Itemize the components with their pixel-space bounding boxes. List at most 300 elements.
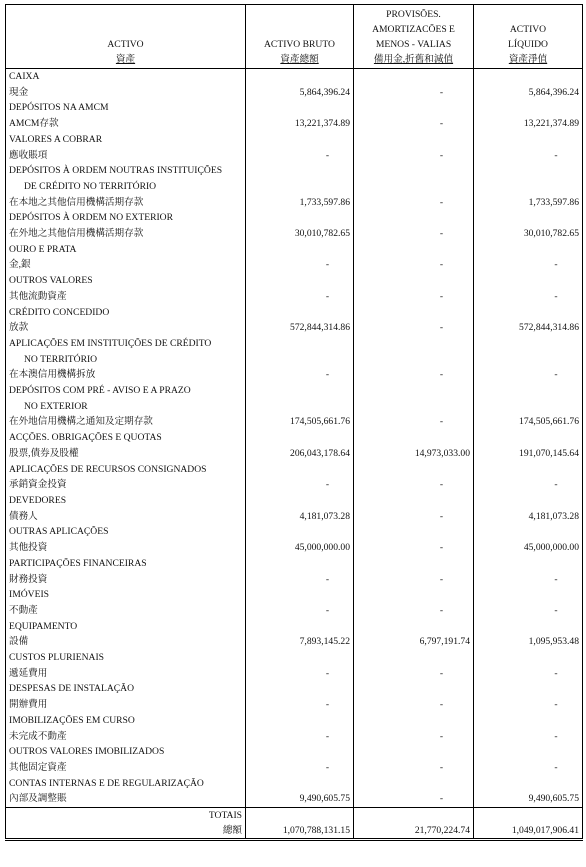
cell-provisoes [354,477,474,493]
cell-activo-liquido: 5,864,396.24 [474,85,583,101]
cell-activo-bruto: 30,010,782.65 [246,226,354,242]
dash-mark: - [325,259,330,271]
dash-mark: - [554,149,558,161]
row-label: 現金 [6,85,246,101]
row-label: CRÉDITO CONCEDIDO [6,305,246,321]
table-row [6,477,583,493]
row-label: 在本地之其他信用機構活期存款 [6,195,246,211]
cell-activo-bruto [246,242,354,258]
dash-mark: - [439,322,444,334]
cell-activo-bruto: 572,844,314.86 [246,320,354,336]
table-row [6,399,583,415]
table-row [6,273,583,289]
cell-activo-liquido [474,587,583,603]
cell-activo-bruto [246,383,354,399]
cell-provisoes [354,776,474,792]
row-label: 在外地之其他信用機構活期存款 [6,226,246,242]
cell-activo-bruto [246,666,354,682]
cell-activo-bruto [246,587,354,603]
cell-activo-bruto: 206,043,178.64 [246,446,354,462]
dash-mark: - [439,573,444,585]
row-label: DE CRÉDITO NO TERRITÓRIO [6,179,246,195]
row-label: IMOBILIZAÇÕES EM CURSO [6,713,246,729]
cell-activo-bruto: 5,864,396.24 [246,85,354,101]
dash-mark: - [439,290,444,302]
cell-activo-liquido [474,697,583,713]
total-provisoes: 21,770,224.74 [354,823,474,840]
cell-provisoes [354,713,474,729]
dash-mark: - [439,667,444,679]
cell-provisoes [354,540,474,556]
totals-row-pt [6,808,583,824]
cell-provisoes [354,148,474,164]
cell-activo-bruto [246,210,354,226]
cell-activo-liquido [474,760,583,776]
header-bruto-zh: 資產總額 [280,54,319,65]
dash-mark: - [439,196,444,208]
dash-mark: - [554,761,558,773]
cell-provisoes [354,289,474,305]
row-label: OUTROS VALORES IMOBILIZADOS [6,744,246,760]
table-row [6,713,583,729]
cell-activo-bruto [246,100,354,116]
cell-activo-liquido: 191,070,145.64 [474,446,583,462]
cell-activo-liquido [474,383,583,399]
table-row [6,367,583,383]
cell-activo-bruto [246,179,354,195]
row-label: VALORES A COBRAR [6,132,246,148]
cell-provisoes [354,744,474,760]
cell-activo-bruto [246,776,354,792]
header-bruto-pt: ACTIVO BRUTO [264,39,335,50]
dash-mark: - [439,86,444,98]
cell-provisoes [354,116,474,132]
dash-mark: - [439,479,444,491]
row-label: CAIXA [6,69,246,85]
row-label: 不動產 [6,603,246,619]
dash-mark: - [439,761,444,773]
cell-provisoes [354,650,474,666]
cell-activo-liquido [474,100,583,116]
dash-mark: - [554,604,558,616]
cell-provisoes [354,587,474,603]
cell-activo-liquido [474,367,583,383]
row-label: AMCM存款 [6,116,246,132]
table-row [6,195,583,211]
cell-activo-liquido [474,729,583,745]
table-row [6,414,583,430]
table-row [6,289,583,305]
cell-activo-liquido [474,776,583,792]
table-row [6,305,583,321]
cell-activo-liquido [474,399,583,415]
table-row [6,257,583,273]
cell-activo-bruto [246,69,354,85]
row-label: DEPÓSITOS À ORDEM NO EXTERIOR [6,210,246,226]
cell-provisoes [354,226,474,242]
row-label: 放款 [6,320,246,336]
cell-activo-liquido [474,572,583,588]
cell-provisoes [354,100,474,116]
header-prov-pt1: PROVISÕES. [386,9,441,20]
cell-activo-liquido [474,462,583,478]
table-row [6,69,583,85]
cell-activo-bruto [246,603,354,619]
cell-provisoes [354,493,474,509]
cell-provisoes [354,336,474,352]
totals-label-zh: 總額 [6,823,246,840]
cell-provisoes [354,320,474,336]
cell-activo-bruto [246,524,354,540]
dash-mark: - [554,369,558,381]
cell-activo-bruto [246,462,354,478]
cell-provisoes [354,760,474,776]
table-row [6,462,583,478]
total-bruto: 1,070,788,131.15 [246,823,354,840]
dash-mark: - [439,369,444,381]
cell-activo-bruto [246,305,354,321]
table-row [6,776,583,792]
table-row [6,163,583,179]
cell-provisoes [354,132,474,148]
cell-activo-liquido [474,210,583,226]
table-row [6,681,583,697]
header-prov-pt3: MENOS - VALIAS [375,39,452,50]
row-label: 其他固定資產 [6,760,246,776]
cell-activo-bruto [246,477,354,493]
table-body [6,69,583,808]
table-row [6,791,583,807]
cell-activo-bruto [246,556,354,572]
cell-activo-bruto [246,367,354,383]
row-label: APLICAÇÕES DE RECURSOS CONSIGNADOS [6,462,246,478]
cell-activo-liquido [474,603,583,619]
totals-row [6,823,583,840]
dash-mark: - [554,290,558,302]
cell-activo-liquido [474,713,583,729]
dash-mark: - [439,542,444,554]
table-row [6,634,583,650]
cell-provisoes [354,666,474,682]
cell-provisoes [354,195,474,211]
row-label: CUSTOS PLURIENAIS [6,650,246,666]
table-row [6,132,583,148]
row-label: CONTAS INTERNAS E DE REGULARIZAÇÃO [6,776,246,792]
cell-provisoes [354,556,474,572]
cell-provisoes [354,681,474,697]
cell-activo-liquido: 13,221,374.89 [474,116,583,132]
cell-activo-bruto: 1,733,597.86 [246,195,354,211]
cell-activo-liquido [474,619,583,635]
cell-activo-bruto: 7,893,145.22 [246,634,354,650]
cell-activo-bruto [246,257,354,273]
cell-activo-liquido [474,336,583,352]
dash-mark: - [325,667,330,679]
table-row [6,210,583,226]
dash-mark: - [439,730,444,742]
cell-activo-liquido [474,352,583,368]
row-label: 內部及調整賬 [6,791,246,807]
cell-activo-liquido [474,477,583,493]
cell-provisoes [354,85,474,101]
cell-activo-liquido [474,148,583,164]
cell-activo-bruto [246,619,354,635]
row-label: DEVEDORES [6,493,246,509]
table-row [6,179,583,195]
row-label: 遞延費用 [6,666,246,682]
table-row [6,572,583,588]
cell-provisoes: 6,797,191.74 [354,634,474,650]
row-label: DEPÓSITOS NA AMCM [6,100,246,116]
cell-provisoes [354,383,474,399]
dash-mark: - [554,573,558,585]
cell-activo-liquido [474,650,583,666]
header-liq-zh: 資產淨值 [508,54,548,65]
dash-mark: - [325,604,330,616]
cell-activo-liquido [474,556,583,572]
cell-provisoes [354,399,474,415]
row-label: 在本澳信用機構拆放 [6,367,246,383]
header-liq-pt1: ACTIVO [509,24,547,35]
row-label: EQUIPAMENTO [6,619,246,635]
dash-mark: - [439,228,444,240]
totals-spacer [246,808,354,824]
table-row [6,446,583,462]
row-label: APLICAÇÕES EM INSTITUIÇÕES DE CRÉDITO [6,336,246,352]
cell-activo-liquido [474,273,583,289]
cell-provisoes [354,524,474,540]
table-row [6,148,583,164]
dash-mark: - [554,730,558,742]
row-label: 未完成不動產 [6,729,246,745]
dash-mark: - [439,604,444,616]
cell-provisoes [354,729,474,745]
row-label: 承銷資金投資 [6,477,246,493]
table-row [6,540,583,556]
cell-activo-liquido [474,69,583,85]
cell-activo-liquido [474,666,583,682]
row-label: OUTRAS APLICAÇÕES [6,524,246,540]
cell-activo-liquido [474,179,583,195]
cell-activo-bruto [246,273,354,289]
cell-activo-bruto [246,148,354,164]
cell-provisoes [354,179,474,195]
cell-provisoes [354,509,474,525]
row-label: 股票,債券及股權 [6,446,246,462]
dash-mark: - [325,730,330,742]
row-label: IMÓVEIS [6,587,246,603]
cell-activo-bruto: 13,221,374.89 [246,116,354,132]
header-row [6,5,583,69]
dash-mark: - [325,699,330,711]
cell-activo-liquido: 30,010,782.65 [474,226,583,242]
cell-activo-liquido: 572,844,314.86 [474,320,583,336]
dash-mark: - [439,699,444,711]
cell-activo-liquido [474,681,583,697]
header-activo-pt: ACTIVO [107,39,144,50]
cell-activo-liquido [474,493,583,509]
cell-activo-bruto [246,729,354,745]
row-label: DESPESAS DE INSTALAÇÃO [6,681,246,697]
table-row [6,430,583,446]
dash-mark: - [325,149,330,161]
table-row [6,603,583,619]
row-label: PARTICIPAÇÕES FINANCEIRAS [6,556,246,572]
table-row [6,226,583,242]
dash-mark: - [325,290,330,302]
cell-provisoes [354,305,474,321]
cell-activo-liquido [474,257,583,273]
header-activo-bruto [246,5,354,69]
cell-provisoes [354,697,474,713]
cell-activo-bruto [246,493,354,509]
cell-activo-liquido: 1,095,953.48 [474,634,583,650]
cell-activo-liquido [474,430,583,446]
cell-activo-liquido [474,524,583,540]
table-row [6,493,583,509]
cell-activo-bruto [246,336,354,352]
row-label: 金,銀 [6,257,246,273]
cell-provisoes [354,352,474,368]
cell-activo-liquido [474,744,583,760]
cell-activo-bruto [246,132,354,148]
table-row [6,587,583,603]
cell-provisoes [354,430,474,446]
cell-provisoes [354,462,474,478]
row-label: NO TERRITÓRIO [6,352,246,368]
dash-mark: - [554,479,558,491]
table-row [6,509,583,525]
row-label: OURO E PRATA [6,242,246,258]
cell-provisoes [354,242,474,258]
total-liquido: 1,049,017,906.41 [474,823,583,840]
cell-provisoes [354,572,474,588]
table-row [6,760,583,776]
dash-mark: - [439,259,444,271]
totals-label-pt: TOTAIS [6,808,246,824]
table-row [6,352,583,368]
cell-activo-bruto: 45,000,000.00 [246,540,354,556]
cell-provisoes [354,367,474,383]
table-row [6,336,583,352]
row-label: 應收賬項 [6,148,246,164]
cell-provisoes [354,791,474,807]
cell-activo-bruto [246,572,354,588]
cell-activo-bruto [246,289,354,305]
cell-activo-liquido: 9,490,605.75 [474,791,583,807]
header-prov-pt2: AMORTIZACÕES E [372,24,455,35]
cell-activo-bruto: 9,490,605.75 [246,791,354,807]
row-label: 在外地信用機構之通知及定期存款 [6,414,246,430]
cell-activo-liquido: 1,733,597.86 [474,195,583,211]
cell-provisoes [354,273,474,289]
dash-mark: - [439,149,444,161]
cell-activo-liquido [474,132,583,148]
dash-mark: - [325,761,330,773]
table-row [6,524,583,540]
header-activo [6,5,246,69]
dash-mark: - [439,510,444,522]
table-row [6,650,583,666]
cell-activo-liquido [474,289,583,305]
table-row [6,556,583,572]
row-label: DEPÓSITOS COM PRÉ - AVISO E A PRAZO [6,383,246,399]
table-row [6,242,583,258]
table-row [6,666,583,682]
header-provisoes [354,5,474,69]
cell-activo-liquido [474,305,583,321]
dash-mark: - [554,699,558,711]
cell-activo-bruto [246,163,354,179]
row-label: NO EXTERIOR [6,399,246,415]
cell-activo-bruto [246,650,354,666]
cell-activo-bruto [246,697,354,713]
cell-provisoes [354,414,474,430]
balance-sheet [5,4,582,841]
assets-table [5,4,583,841]
row-label: ACÇÕES. OBRIGAÇÕES E QUOTAS [6,430,246,446]
header-activo-zh: 資產 [115,54,136,65]
header-liq-pt2: LÍQUIDO [508,39,548,50]
table-row [6,383,583,399]
cell-provisoes [354,619,474,635]
header-activo-liquido [474,5,583,69]
totals-spacer [354,808,474,824]
row-label: 債務人 [6,509,246,525]
cell-activo-liquido [474,163,583,179]
row-label: 其他投資 [6,540,246,556]
dash-mark: - [325,573,330,585]
cell-activo-liquido: 45,000,000.00 [474,540,583,556]
table-row [6,619,583,635]
row-label: 其他流動資產 [6,289,246,305]
table-row [6,697,583,713]
cell-provisoes: 14,973,033.00 [354,446,474,462]
dash-mark: - [439,793,444,805]
cell-activo-bruto [246,713,354,729]
cell-provisoes [354,210,474,226]
row-label: 開辦費用 [6,697,246,713]
dash-mark: - [439,416,444,428]
cell-activo-bruto [246,352,354,368]
table-row [6,116,583,132]
dash-mark: - [554,259,558,271]
cell-provisoes [354,257,474,273]
totals-spacer [474,808,583,824]
header-prov-zh: 備用金,折舊和減值 [373,54,454,65]
dash-mark: - [325,479,330,491]
table-row [6,320,583,336]
cell-activo-bruto [246,681,354,697]
cell-activo-liquido: 4,181,073.28 [474,509,583,525]
cell-activo-bruto [246,744,354,760]
cell-provisoes [354,163,474,179]
dash-mark: - [325,369,330,381]
table-row [6,729,583,745]
table-row [6,744,583,760]
cell-activo-bruto: 4,181,073.28 [246,509,354,525]
cell-provisoes [354,69,474,85]
cell-activo-bruto [246,399,354,415]
cell-activo-bruto [246,430,354,446]
dash-mark: - [439,118,444,130]
table-row [6,100,583,116]
table-row [6,85,583,101]
cell-provisoes [354,603,474,619]
row-label: OUTROS VALORES [6,273,246,289]
cell-activo-bruto [246,760,354,776]
cell-activo-bruto: 174,505,661.76 [246,414,354,430]
